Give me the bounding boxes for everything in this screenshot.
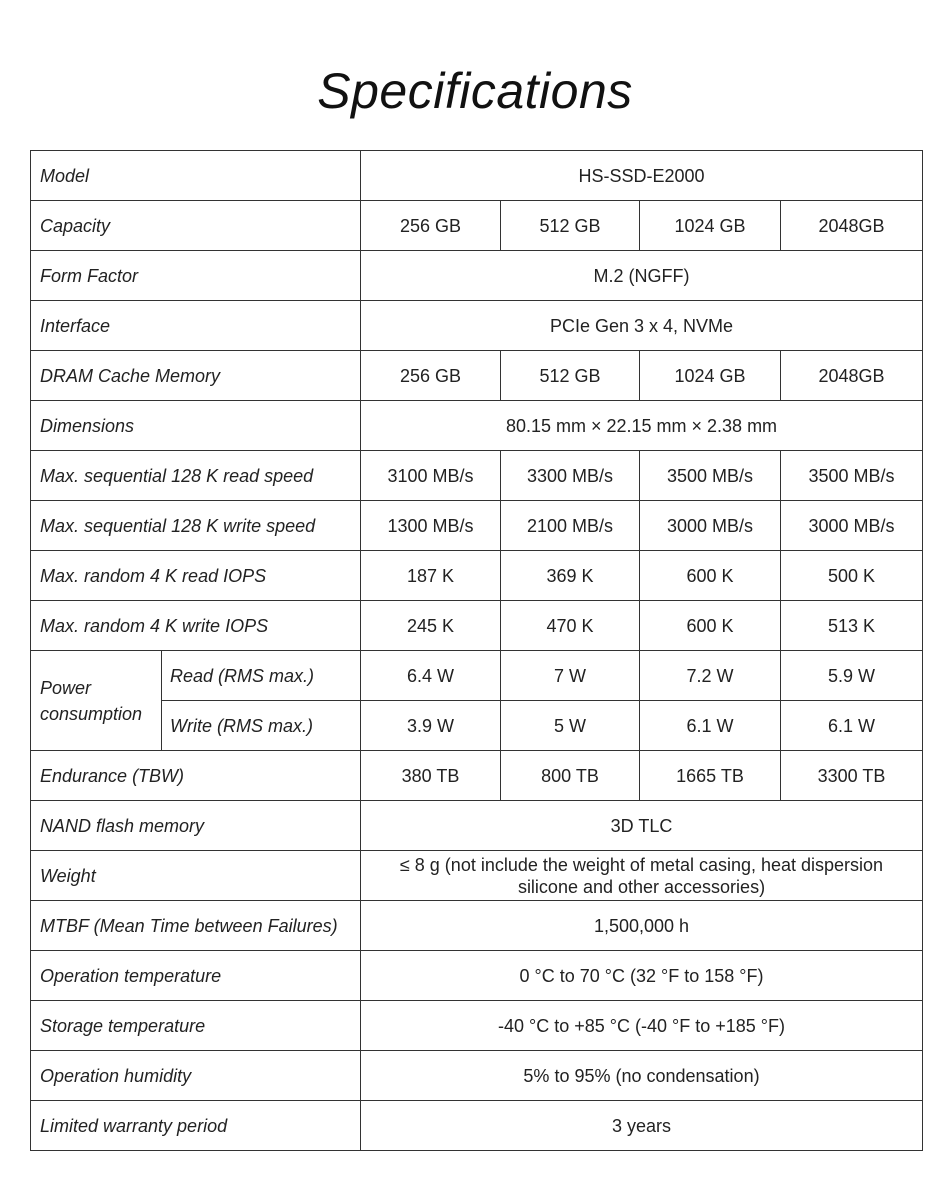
row-label: Operation temperature [31, 951, 361, 1001]
spec-row-interface [31, 301, 923, 351]
row-value: 7 W [501, 651, 640, 701]
row-value: 1024 GB [640, 351, 781, 401]
row-value: 256 GB [361, 351, 501, 401]
spec-row-humidity [31, 1051, 923, 1101]
row-label: Weight [31, 851, 361, 901]
row-label: Storage temperature [31, 1001, 361, 1051]
row-label: Max. sequential 128 K read speed [31, 451, 361, 501]
spec-row-operation-temperature [31, 951, 923, 1001]
spec-row-nand [31, 801, 923, 851]
row-label: Model [31, 151, 361, 201]
row-value: 500 K [781, 551, 923, 601]
row-value: 2100 MB/s [501, 501, 640, 551]
row-value: 5 W [501, 701, 640, 751]
row-label: Dimensions [31, 401, 361, 451]
row-value: 256 GB [361, 201, 501, 251]
row-label: MTBF (Mean Time between Failures) [31, 901, 361, 951]
spec-row-power-read [31, 651, 923, 701]
row-value: 1300 MB/s [361, 501, 501, 551]
row-label: Interface [31, 301, 361, 351]
row-value: M.2 (NGFF) [361, 251, 923, 301]
row-label: Max. sequential 128 K write speed [31, 501, 361, 551]
spec-row-endurance [31, 751, 923, 801]
row-value: 512 GB [501, 351, 640, 401]
row-value: 470 K [501, 601, 640, 651]
row-label: Max. random 4 K read IOPS [31, 551, 361, 601]
row-label: Operation humidity [31, 1051, 361, 1101]
row-value: 3300 MB/s [501, 451, 640, 501]
row-label: Power consumption [31, 651, 162, 751]
row-value: 7.2 W [640, 651, 781, 701]
row-value: PCIe Gen 3 x 4, NVMe [361, 301, 923, 351]
row-label: DRAM Cache Memory [31, 351, 361, 401]
row-value: 1,500,000 h [361, 901, 923, 951]
row-value: 513 K [781, 601, 923, 651]
row-label: NAND flash memory [31, 801, 361, 851]
row-value: 800 TB [501, 751, 640, 801]
row-value: 3000 MB/s [640, 501, 781, 551]
row-value: 5% to 95% (no condensation) [361, 1051, 923, 1101]
row-value: 187 K [361, 551, 501, 601]
spec-row-random-read [31, 551, 923, 601]
row-value: ≤ 8 g (not include the weight of metal casing, heat dispersion silicone and other accessories) [361, 851, 923, 901]
row-value: 6.1 W [781, 701, 923, 751]
row-value: 3500 MB/s [640, 451, 781, 501]
row-value: 512 GB [501, 201, 640, 251]
spec-row-random-write [31, 601, 923, 651]
row-value: 600 K [640, 601, 781, 651]
row-value: 6.1 W [640, 701, 781, 751]
spec-row-mtbf [31, 901, 923, 951]
row-value: -40 °C to +85 °C (-40 °F to +185 °F) [361, 1001, 923, 1051]
row-value: 3.9 W [361, 701, 501, 751]
row-label: Capacity [31, 201, 361, 251]
spec-row-seq-read [31, 451, 923, 501]
row-value: 3500 MB/s [781, 451, 923, 501]
row-value: 2048GB [781, 351, 923, 401]
row-value: 600 K [640, 551, 781, 601]
row-value: 6.4 W [361, 651, 501, 701]
row-label: Limited warranty period [31, 1101, 361, 1151]
spec-row-form-factor [31, 251, 923, 301]
row-value: 3100 MB/s [361, 451, 501, 501]
row-value: 3300 TB [781, 751, 923, 801]
row-value: 245 K [361, 601, 501, 651]
row-value: 5.9 W [781, 651, 923, 701]
page-title: Specifications [317, 63, 633, 119]
spec-row-seq-write [31, 501, 923, 551]
row-value: 369 K [501, 551, 640, 601]
row-value: 0 °C to 70 °C (32 °F to 158 °F) [361, 951, 923, 1001]
spec-row-warranty [31, 1101, 923, 1151]
row-value: 3 years [361, 1101, 923, 1151]
spec-row-model [31, 151, 923, 201]
row-value: 2048GB [781, 201, 923, 251]
row-value: 3000 MB/s [781, 501, 923, 551]
row-label: Form Factor [31, 251, 361, 301]
row-value: HS-SSD-E2000 [361, 151, 923, 201]
row-sublabel: Read (RMS max.) [162, 651, 361, 701]
row-value: 3D TLC [361, 801, 923, 851]
row-sublabel: Write (RMS max.) [162, 701, 361, 751]
spec-row-storage-temperature [31, 1001, 923, 1051]
row-label: Max. random 4 K write IOPS [31, 601, 361, 651]
row-value: 1024 GB [640, 201, 781, 251]
spec-row-power-write [31, 701, 923, 751]
spec-row-capacity [31, 201, 923, 251]
row-value: 80.15 mm × 22.15 mm × 2.38 mm [361, 401, 923, 451]
row-value: 380 TB [361, 751, 501, 801]
spec-row-dram [31, 351, 923, 401]
row-value: 1665 TB [640, 751, 781, 801]
spec-row-weight [31, 851, 923, 901]
spec-table [30, 150, 923, 1151]
spec-row-dimensions [31, 401, 923, 451]
row-label: Endurance (TBW) [31, 751, 361, 801]
